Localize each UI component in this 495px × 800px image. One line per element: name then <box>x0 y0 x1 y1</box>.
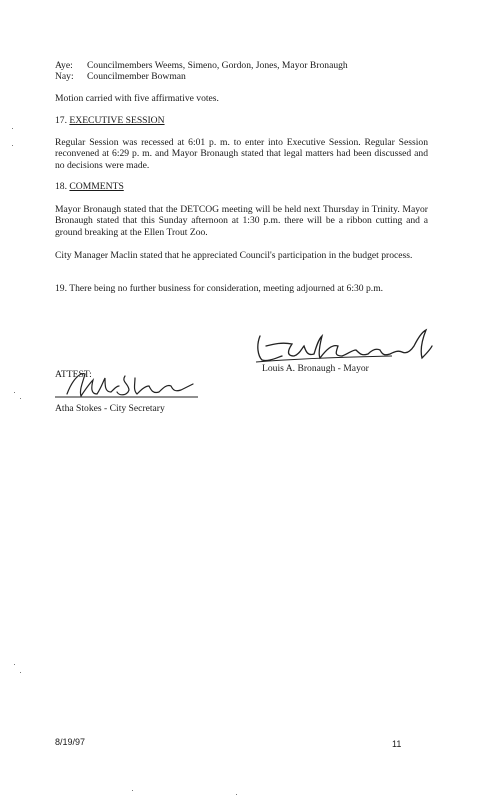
mayor-name-line: Louis A. Bronaugh - Mayor <box>262 363 369 374</box>
section-18-paragraph-2: City Manager Maclin stated that he appreciated Council's participation in the budget process. <box>55 250 413 261</box>
attest-signature <box>55 368 200 402</box>
aye-names: Councilmembers Weems, Simeno, Gordon, Jones, Mayor Bronaugh <box>87 60 348 71</box>
scan-speck <box>20 398 21 399</box>
scan-speck <box>236 794 237 795</box>
section-17-number: 17. <box>55 115 67 126</box>
nay-row <box>55 71 428 82</box>
nay-label: Nay: <box>55 71 74 83</box>
aye-row <box>55 60 428 71</box>
scan-speck <box>132 790 133 791</box>
scan-speck <box>12 128 13 129</box>
vote-block <box>55 60 428 83</box>
section-17-text: Regular Session was recessed at 6:01 p. m. to enter into Executive Session. Regular Session reconvened at 6:29 p. m. and Mayor Bronaugh stated that legal matters had been discussed and no decisions were made. <box>55 137 428 171</box>
mayor-signature <box>252 326 437 368</box>
scan-speck <box>20 672 21 673</box>
section-18-paragraph-1: Mayor Bronaugh stated that the DETCOG meeting will be held next Thursday in Trinity. Mayor Bronaugh stated that this Sunday afternoon at 1:30 p.m. there will be a ribbon cutting and a ground breaking at the Ellen Trout Zoo. <box>55 204 428 238</box>
scan-speck <box>14 664 15 665</box>
section-19-text: 19. There being no further business for consideration, meeting adjourned at 6:30 p.m. <box>55 283 384 294</box>
footer-page-number: 11 <box>392 739 402 749</box>
attest-label: ATTEST: <box>55 369 92 380</box>
aye-label: Aye: <box>55 60 73 71</box>
section-17-title: EXECUTIVE SESSION <box>69 115 165 126</box>
section-18-title: COMMENTS <box>69 181 124 192</box>
motion-text: Motion carried with five affirmative votes. <box>55 93 219 104</box>
scan-speck <box>14 392 15 393</box>
section-18-heading <box>55 181 428 192</box>
footer-date: 8/19/97 <box>55 737 86 747</box>
scan-speck <box>12 145 13 146</box>
section-17-heading <box>55 115 428 126</box>
section-18-number: 18. <box>55 181 67 192</box>
nay-names: Councilmember Bowman <box>87 71 186 83</box>
attest-name-line: Atha Stokes - City Secretary <box>55 403 165 414</box>
